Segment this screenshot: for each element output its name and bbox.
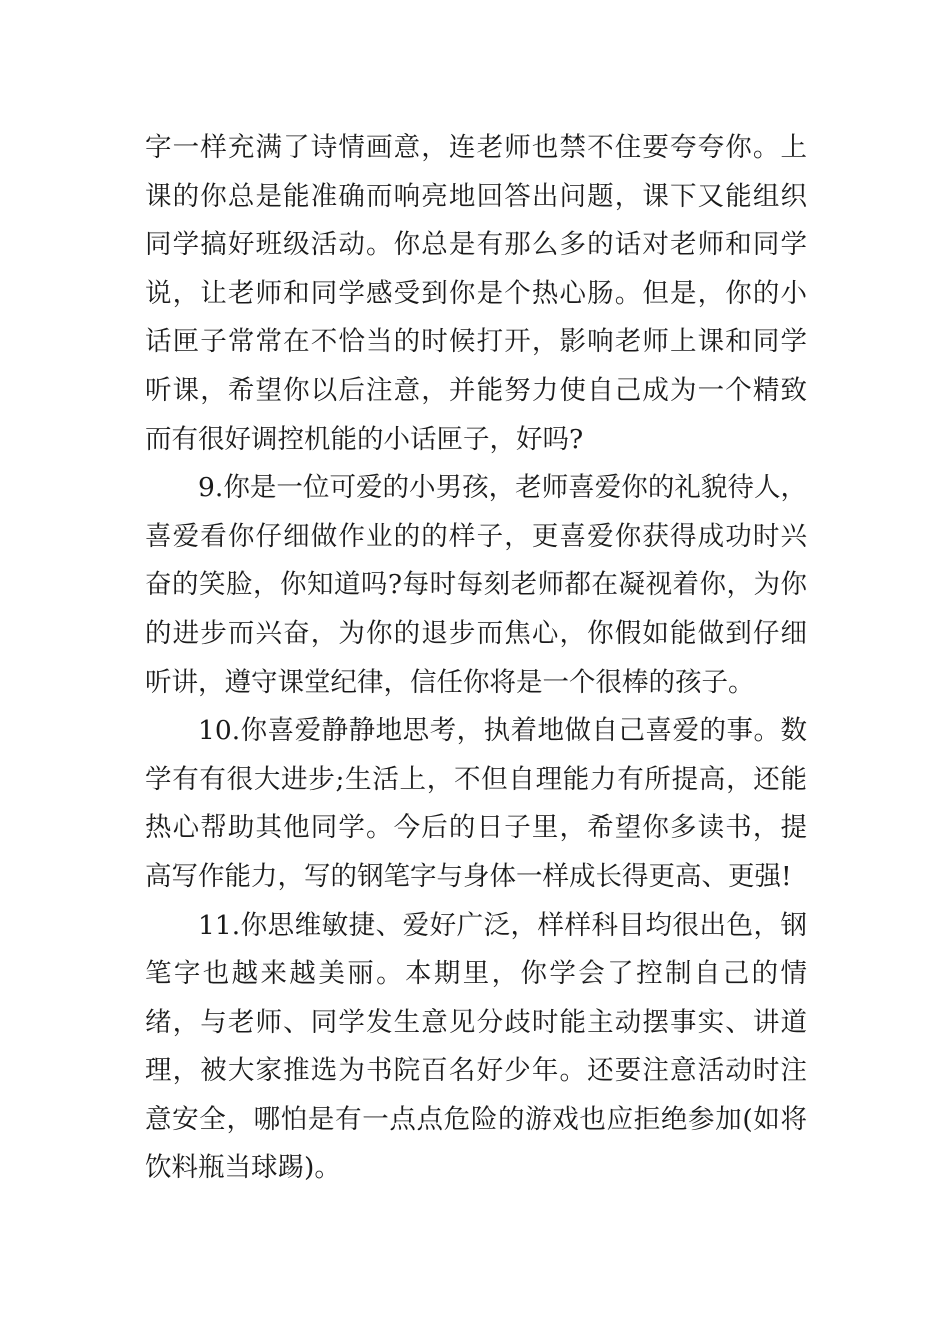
paragraph-continued: 字一样充满了诗情画意，连老师也禁不住要夸夸你。上课的你总是能准确而响亮地回答出问题，课下又能组织同学搞好班级活动。你总是有那么多的话对老师和同学说，让老师和同学感受到你是个热心肠。但是，你的小话匣子常常在不恰当的时候打开，影响老师上课和同学听课，希望你以后注意，并能努力使自己成为一个精致而有很好调控机能的小话匣子，好吗? [145, 132, 807, 455]
document-body [145, 124, 807, 1193]
paragraph-item-10: 10.你喜爱静静地思考，执着地做自己喜爱的事。数学有有很大进步;生活上，不但自理能力有所提高，还能热心帮助其他同学。今后的日子里，希望你多读书，提高写作能力，写的钢笔字与身体一样成长得更高、更强! [145, 715, 807, 892]
paragraph-item-9: 9.你是一位可爱的小男孩，老师喜爱你的礼貌待人，喜爱看你仔细做作业的的样子，更喜爱你获得成功时兴奋的笑脸，你知道吗?每时每刻老师都在凝视着你，为你的进步而兴奋，为你的退步而焦心，你假如能做到仔细听讲，遵守课堂纪律，信任你将是一个很棒的孩子。 [145, 472, 807, 698]
paragraph-item-11: 11.你思维敏捷、爱好广泛，样样科目均很出色，钢笔字也越来越美丽。本期里，你学会了控制自己的情绪，与老师、同学发生意见分歧时能主动摆事实、讲道理，被大家推选为书院百名好少年。还要注意活动时注意安全，哪怕是有一点点危险的游戏也应拒绝参加(如将饮料瓶当球踢)。 [145, 909, 807, 1184]
